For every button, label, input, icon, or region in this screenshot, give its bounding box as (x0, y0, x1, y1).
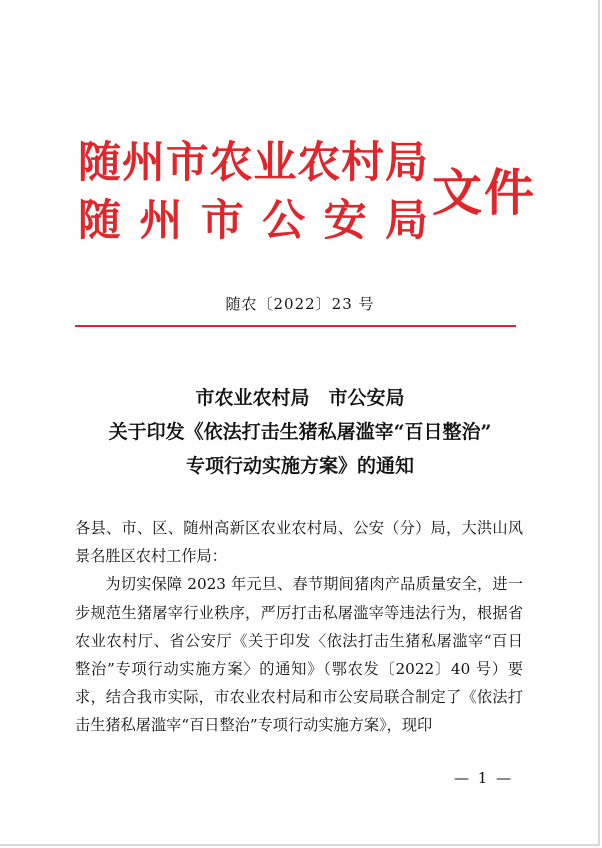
issuer-char: 市 (200, 196, 244, 246)
document-body (75, 514, 523, 740)
issuer-char: 州 (121, 138, 165, 188)
title-line-3: 专项行动实施方案》的通知 (185, 455, 414, 477)
page-number: — 1 — (454, 769, 514, 787)
issuer-char: 州 (139, 196, 183, 246)
issuer-char: 随 (78, 196, 121, 246)
title-line-1: 市农业农村局 市公安局 (195, 387, 405, 409)
issuer-public-security-bureau (78, 196, 428, 258)
document-title (0, 381, 600, 483)
issuer-char: 局 (384, 138, 428, 188)
document-number: 随农〔2022〕23 号 (225, 295, 375, 313)
title-line-2: 关于印发《依法打击生猪私屠滥宰“百日整治” (108, 421, 492, 443)
issuer-char: 随 (78, 138, 121, 188)
issuing-authorities (78, 138, 428, 258)
issuer-char: 业 (253, 138, 297, 188)
issuer-char: 市 (165, 138, 209, 188)
document-type-label: 文件 (432, 163, 536, 222)
body-paragraph: 为切实保障 2023 年元旦、春节期间猪肉产品质量安全，进一步规范生猪屠宰行业秩序，严厉打击私屠滥宰等违法行为，根据省农业农村厅、省公安厅《关于印发〈依法打击生猪私屠滥宰“百日整治”专项行动实施方案〉的通知》（鄂农发〔2022〕40 号）要求，结合我市实际，市农业农村局和市公安局联合制定了《依法打击生猪私屠滥宰“百日整治”专项行动实施方案》，现印 (75, 575, 523, 735)
issuer-char: 农 (209, 138, 253, 188)
issuer-char: 村 (341, 138, 385, 188)
addressee: 各县、市、区、随州高新区农业农村局、公安（分）局，大洪山风景名胜区农村工作局： (75, 519, 523, 566)
issuer-char: 安 (323, 196, 367, 246)
issuer-agriculture-bureau (78, 138, 428, 200)
issuer-char: 农 (297, 138, 341, 188)
issuer-char: 公 (262, 196, 306, 246)
red-divider (75, 325, 516, 327)
issuer-char: 局 (384, 196, 428, 246)
